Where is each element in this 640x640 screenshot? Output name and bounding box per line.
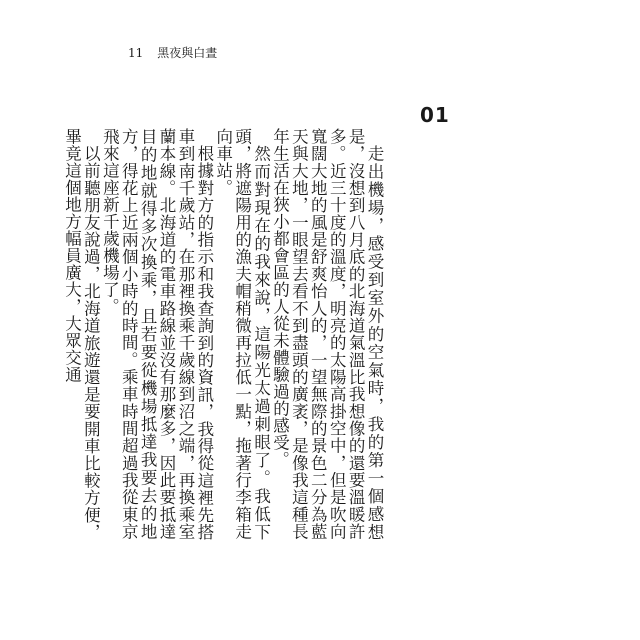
paragraph: 以前聽朋友說過，北海道旅遊還是要開車比較方便，畢竟這個地方幅員廣大，大眾交通	[62, 128, 101, 540]
paragraph: 根據對方的指示和我查詢到的資訊，我得從這裡先搭車到南千歲站，在那裡換乘千歲線到沼之端，再換乘室蘭本線。北海道的電車路線並沒有那麼多，因此要抵達目的地就得多次換乘，且若要從機場抵達我要去的地方，得花上近兩個小時的時間。乘車時間超過我從東京飛來這座新千歲機場了。	[100, 128, 214, 540]
chapter-number: 01	[420, 103, 450, 127]
paragraph: 然而對現在的我來說，這陽光太過刺眼了。我低下頭，將遮陽用的漁夫帽稍微再拉低一點，拖著行李箱走向車站。	[213, 128, 271, 540]
body-text	[62, 128, 384, 540]
page-number: 11	[128, 46, 144, 60]
book-title: 黑夜與白晝	[157, 46, 218, 60]
running-header	[128, 46, 217, 60]
paragraph: 走出機場，感受到室外的空氣時，我的第一個感想是，沒想到八月底的北海道氣溫比我想像的還要溫暖許多。近三十度的溫度，明亮的太陽高掛空中，但是吹向寬闊大地的風是舒爽怡人的，一望無際的景色二分為藍天與大地，一眼望去看不到盡頭的廣袤，是像我這種長年生活在狹小都會區的人從未體驗過的感受。	[270, 128, 384, 540]
